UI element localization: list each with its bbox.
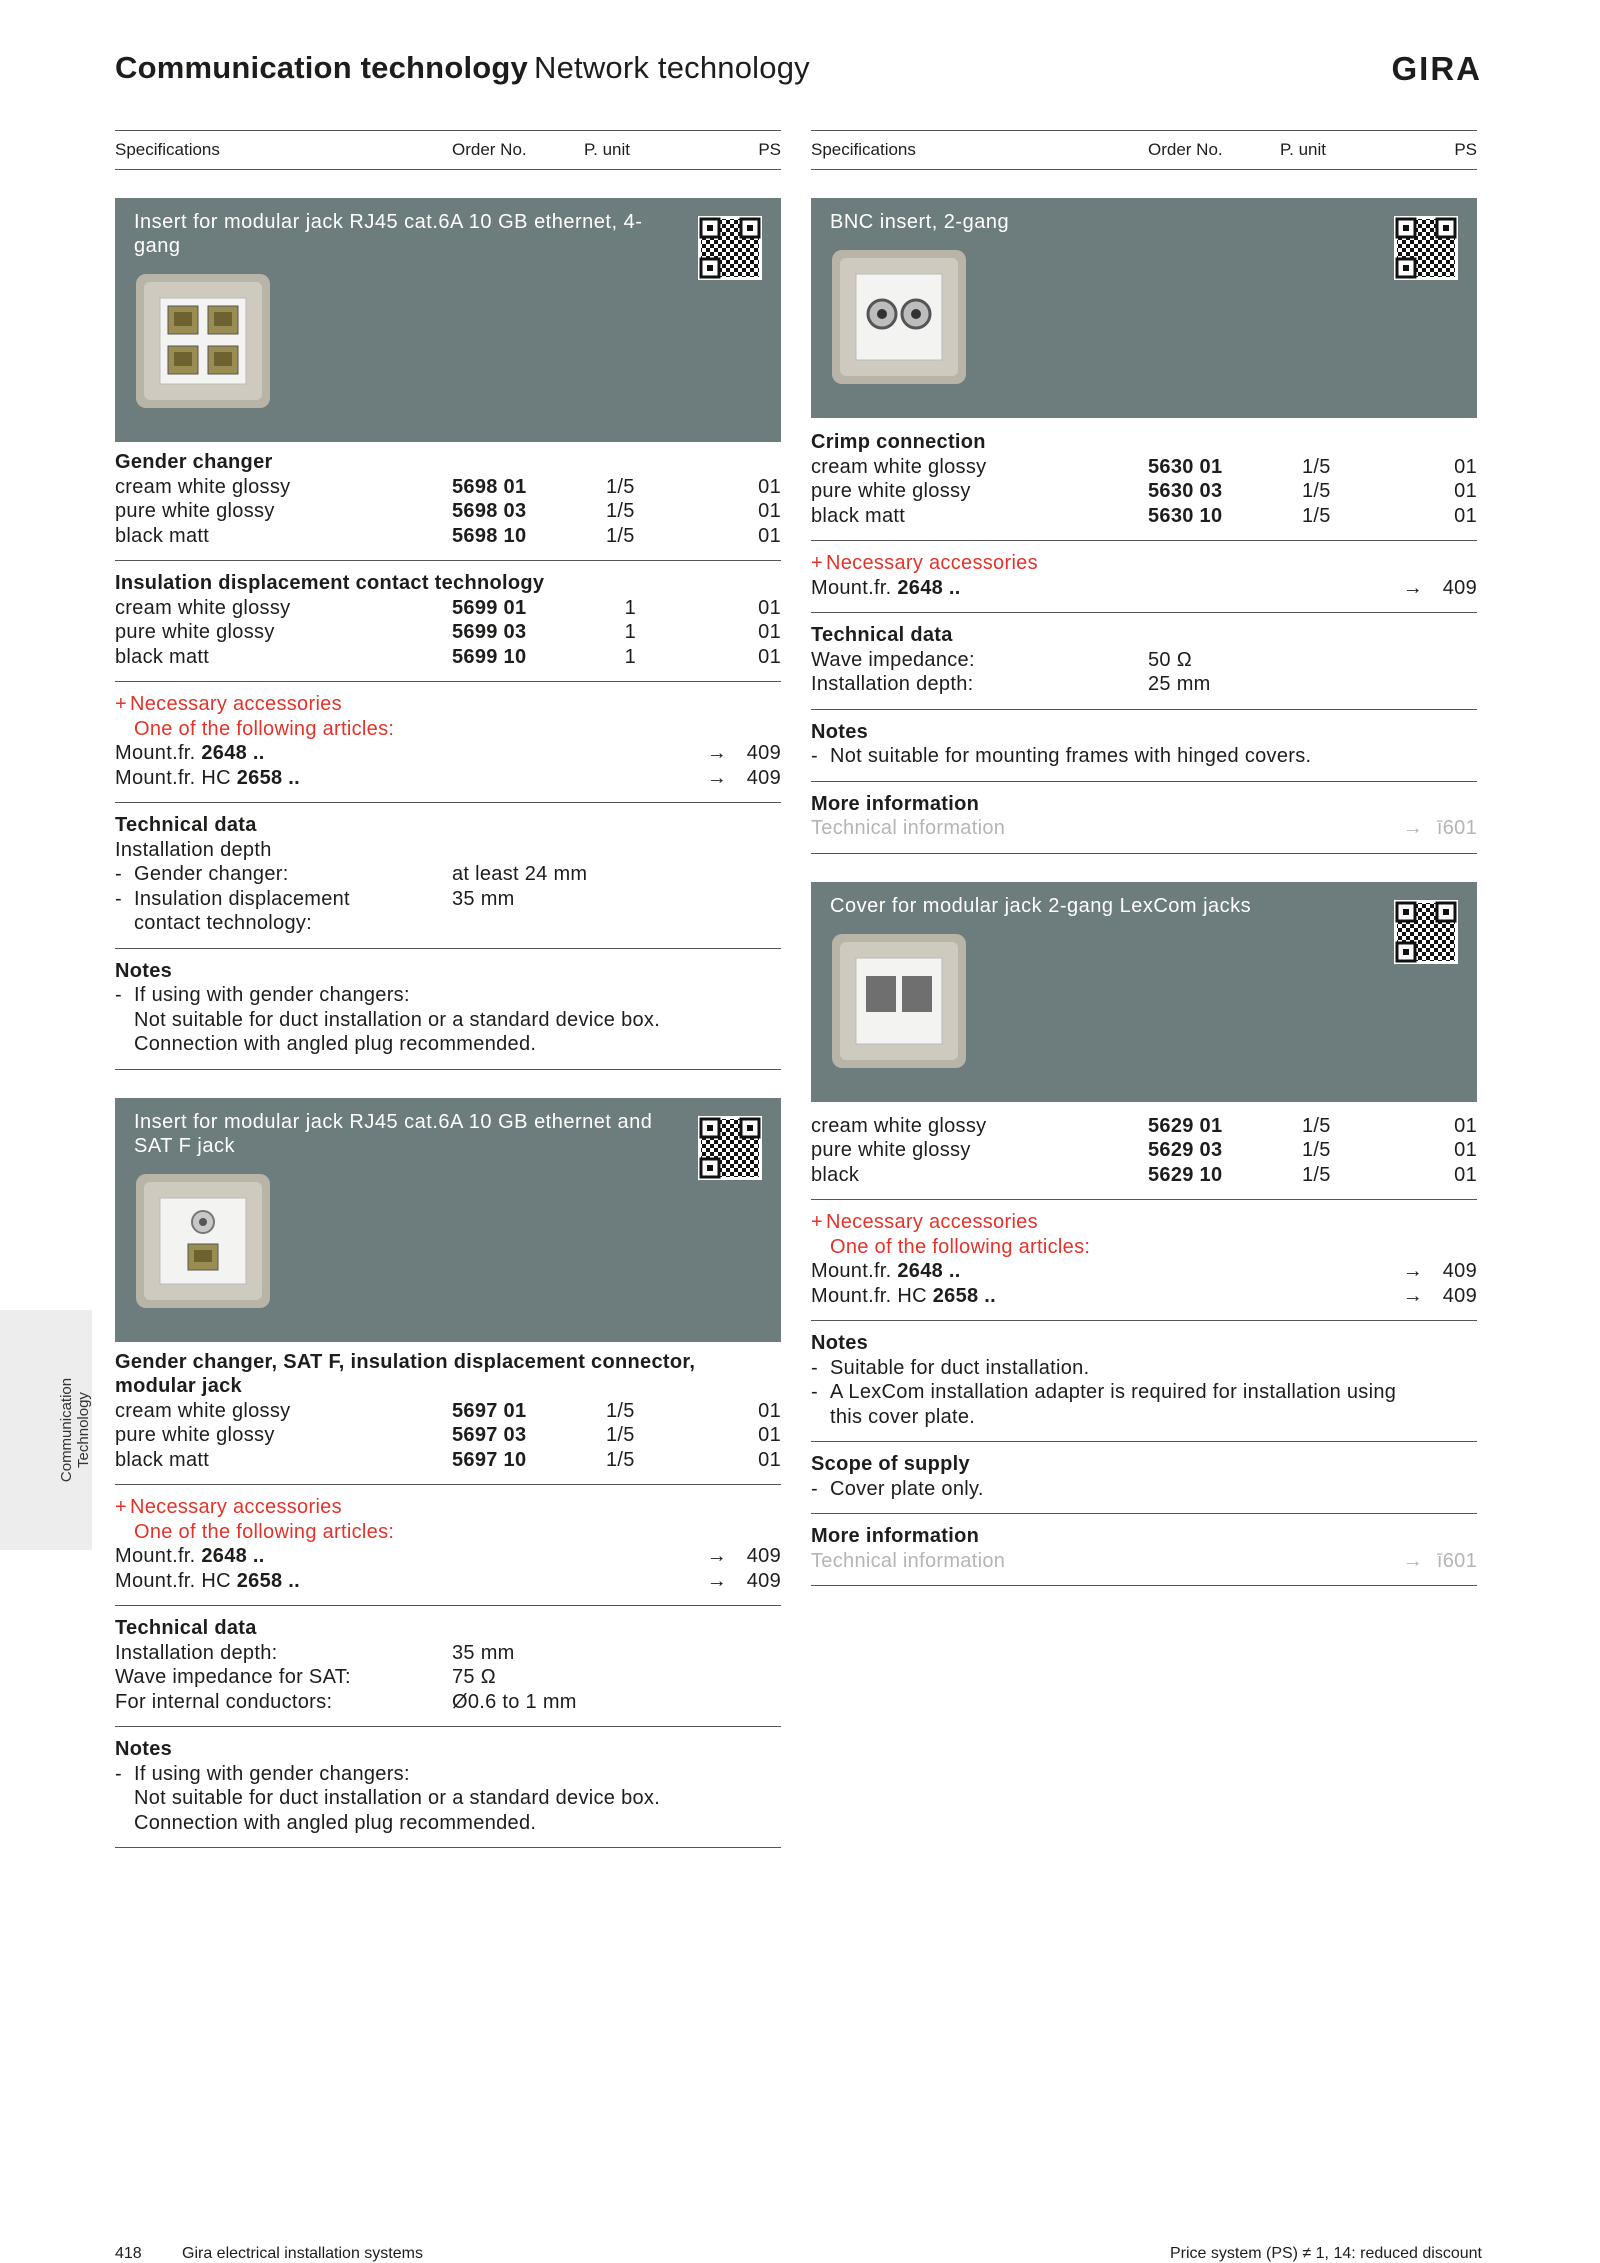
accessories-heading: + Necessary accessories xyxy=(811,1211,1038,1233)
table-row: pure white glossy 5697 03 1/5 01 xyxy=(115,1424,781,1446)
product-box xyxy=(115,198,781,442)
product-title: Cover for modular jack 2-gang LexCom jacks xyxy=(830,894,1252,917)
table-row: black matt 5697 10 1/5 01 xyxy=(115,1448,781,1471)
technical-info-link[interactable]: Technical information xyxy=(811,1549,1006,1572)
table-row: black 5629 10 1/5 01 xyxy=(811,1163,1477,1186)
section-heading: Gender changer xyxy=(115,451,273,473)
gender-sat-section xyxy=(115,1342,781,1486)
page-number: 418 xyxy=(115,2245,142,2262)
column-header xyxy=(811,130,1477,170)
section-heading: Technical data xyxy=(811,624,953,646)
right-column xyxy=(811,130,1477,1586)
table-row: pure white glossy 5629 03 1/5 01 xyxy=(811,1139,1477,1161)
accessories-subheading: One of the following articles: xyxy=(830,1235,1091,1258)
info-icon: ī xyxy=(1436,1549,1443,1572)
notes-section: Notes - Not suitable for mounting frames with hinged covers. xyxy=(811,710,1477,782)
col-order: Order No. xyxy=(1148,140,1223,159)
section-heading: Technical data xyxy=(115,814,257,836)
qr-code-icon xyxy=(1394,216,1458,280)
accessory-row: Mount.fr. 2648 .. → 409 xyxy=(115,742,781,764)
arrow-icon: → xyxy=(706,742,727,764)
col-order: Order No. xyxy=(452,140,527,159)
section-heading: More information xyxy=(811,1525,980,1547)
table-row: cream white glossy 5697 01 1/5 01 xyxy=(115,1399,781,1422)
product-title: Insert for modular jack RJ45 cat.6A 10 GB ethernet and SAT F jack xyxy=(134,1110,653,1157)
section-heading: Gender changer, SAT F, insulation displacement connector, modular jack xyxy=(115,1350,696,1397)
page-ref-link[interactable]: 409 xyxy=(1442,1260,1477,1282)
table-row: cream white glossy 5630 01 1/5 01 xyxy=(811,455,1477,478)
page-ref-link[interactable]: 409 xyxy=(746,742,781,764)
accessories-subheading: One of the following articles: xyxy=(134,1520,395,1543)
plus-icon: + xyxy=(115,1496,127,1518)
table-row: pure white glossy 5699 03 1 01 xyxy=(115,621,781,643)
col-spec: Specifications xyxy=(115,140,220,159)
notes-section: Notes - If using with gender changers: Not suitable for duct installation or a standard device box. Connection with angled plug recommended. xyxy=(115,949,781,1070)
technical-data-section: Technical data Installation depth: 35 mm Wave impedance for SAT: 75 Ω For internal conductors: Ø0.6 to 1 mm xyxy=(115,1606,781,1727)
table-row: cream white glossy 5699 01 1 01 xyxy=(115,596,781,619)
col-spec: Specifications xyxy=(811,140,916,159)
idc-section xyxy=(115,561,781,682)
product-image-lexcom-cover xyxy=(830,932,968,1070)
section-heading: Insulation displacement contact technology xyxy=(115,572,545,594)
column-header xyxy=(115,130,781,170)
accessories-heading: + Necessary accessories xyxy=(115,693,342,715)
plus-icon: + xyxy=(811,552,823,574)
col-ps: PS xyxy=(1454,140,1477,159)
page-ref-link[interactable]: 409 xyxy=(1442,1284,1477,1307)
arrow-icon: → xyxy=(1402,576,1423,599)
qr-code-icon xyxy=(698,1116,762,1180)
arrow-icon: → xyxy=(1402,1284,1423,1307)
page-ref-link[interactable]: 409 xyxy=(746,766,781,789)
page-title xyxy=(115,50,810,86)
product-box xyxy=(115,1098,781,1342)
qr-code-icon xyxy=(698,216,762,280)
product-box xyxy=(811,882,1477,1102)
table-row: black matt 5630 10 1/5 01 xyxy=(811,504,1477,527)
notes-section: Notes - If using with gender changers: Not suitable for duct installation or a standard device box. Connection with angled plug recommended. xyxy=(115,1727,781,1848)
table-row: pure white glossy 5630 03 1/5 01 xyxy=(811,480,1477,502)
accessories-section xyxy=(115,682,781,803)
gender-changer-section xyxy=(115,442,781,561)
info-page-ref[interactable]: ī601 xyxy=(1436,817,1477,839)
title-main: Communication technology xyxy=(115,50,528,85)
info-page-ref[interactable]: ī601 xyxy=(1436,1549,1477,1572)
brand-logo: GIRA xyxy=(1391,50,1482,87)
table-row: black matt 5699 10 1 01 xyxy=(115,645,781,668)
section-heading: Notes xyxy=(115,959,173,982)
arrow-icon: → xyxy=(706,1545,727,1567)
left-column xyxy=(115,130,781,1848)
product-box xyxy=(811,198,1477,418)
accessory-row: Mount.fr. HC 2658 .. → 409 xyxy=(115,1569,781,1592)
info-icon: ī xyxy=(1436,817,1443,839)
section-heading: Notes xyxy=(811,1332,869,1354)
accessory-row: Mount.fr. HC 2658 .. → 409 xyxy=(811,1284,1477,1307)
cover-section xyxy=(811,1102,1477,1201)
accessories-subheading: One of the following articles: xyxy=(134,717,395,740)
accessory-row: Mount.fr. HC 2658 .. → 409 xyxy=(115,766,781,789)
product-image-bnc xyxy=(830,248,968,386)
accessories-section xyxy=(811,541,1477,613)
arrow-icon: → xyxy=(1402,1549,1423,1572)
footer-text: Gira electrical installation systems xyxy=(182,2245,423,2262)
section-heading: More information xyxy=(811,792,980,815)
col-unit: P. unit xyxy=(1280,140,1327,159)
section-heading: Crimp connection xyxy=(811,431,986,453)
section-heading: Notes xyxy=(811,720,869,743)
qr-code-icon xyxy=(1394,900,1458,964)
arrow-icon: → xyxy=(1402,1260,1423,1282)
col-unit: P. unit xyxy=(584,140,631,159)
page-ref-link[interactable]: 409 xyxy=(746,1545,781,1567)
section-heading: Technical data xyxy=(115,1617,257,1639)
notes-section: Notes - Suitable for duct installation. - A LexCom installation adapter is required for installation using this cover plate. xyxy=(811,1321,1477,1442)
crimp-section xyxy=(811,418,1477,541)
col-ps: PS xyxy=(758,140,781,159)
table-row: black matt 5698 10 1/5 01 xyxy=(115,524,781,547)
technical-data-section: Technical data Wave impedance: 50 Ω Installation depth: 25 mm xyxy=(811,613,1477,710)
accessories-heading: + Necessary accessories xyxy=(115,1496,342,1518)
page-ref-link[interactable]: 409 xyxy=(1442,576,1477,599)
accessory-row: Mount.fr. 2648 .. → 409 xyxy=(115,1545,781,1567)
accessories-heading: + Necessary accessories xyxy=(811,552,1038,574)
accessories-section xyxy=(115,1485,781,1606)
technical-info-link[interactable]: Technical information xyxy=(811,817,1006,839)
side-tab[interactable]: Communication Technology xyxy=(0,1310,92,1550)
product-image-rj45-4gang xyxy=(134,272,272,410)
arrow-icon: → xyxy=(1402,817,1423,839)
table-row: cream white glossy 5698 01 1/5 01 xyxy=(115,475,781,498)
arrow-icon: → xyxy=(706,766,727,789)
more-info-section xyxy=(811,1514,1477,1586)
title-sub: Network technology xyxy=(533,50,810,85)
page-ref-link[interactable]: 409 xyxy=(746,1569,781,1592)
table-row: cream white glossy 5629 01 1/5 01 xyxy=(811,1114,1477,1137)
plus-icon: + xyxy=(115,693,127,715)
scope-section: Scope of supply - Cover plate only. xyxy=(811,1442,1477,1514)
more-info-section xyxy=(811,782,1477,854)
table-row: pure white glossy 5698 03 1/5 01 xyxy=(115,500,781,522)
arrow-icon: → xyxy=(706,1569,727,1592)
accessories-section xyxy=(811,1200,1477,1321)
section-heading: Notes xyxy=(115,1738,173,1760)
accessory-row: Mount.fr. 2648 .. → 409 xyxy=(811,1260,1477,1282)
footer-note: Price system (PS) ≠ 1, 14: reduced discount xyxy=(1169,2245,1482,2262)
product-image-rj45-sat xyxy=(134,1172,272,1310)
product-title: BNC insert, 2-gang xyxy=(830,211,1010,233)
section-heading: Scope of supply xyxy=(811,1453,970,1475)
plus-icon: + xyxy=(811,1211,823,1233)
product-title: Insert for modular jack RJ45 cat.6A 10 GB ethernet, 4-gang xyxy=(134,211,643,257)
technical-data-section: Technical data Installation depth - Gender changer: at least 24 mm - Insulation displacement 35 mm contact technology: xyxy=(115,803,781,949)
accessory-row: Mount.fr. 2648 .. → 409 xyxy=(811,576,1477,599)
